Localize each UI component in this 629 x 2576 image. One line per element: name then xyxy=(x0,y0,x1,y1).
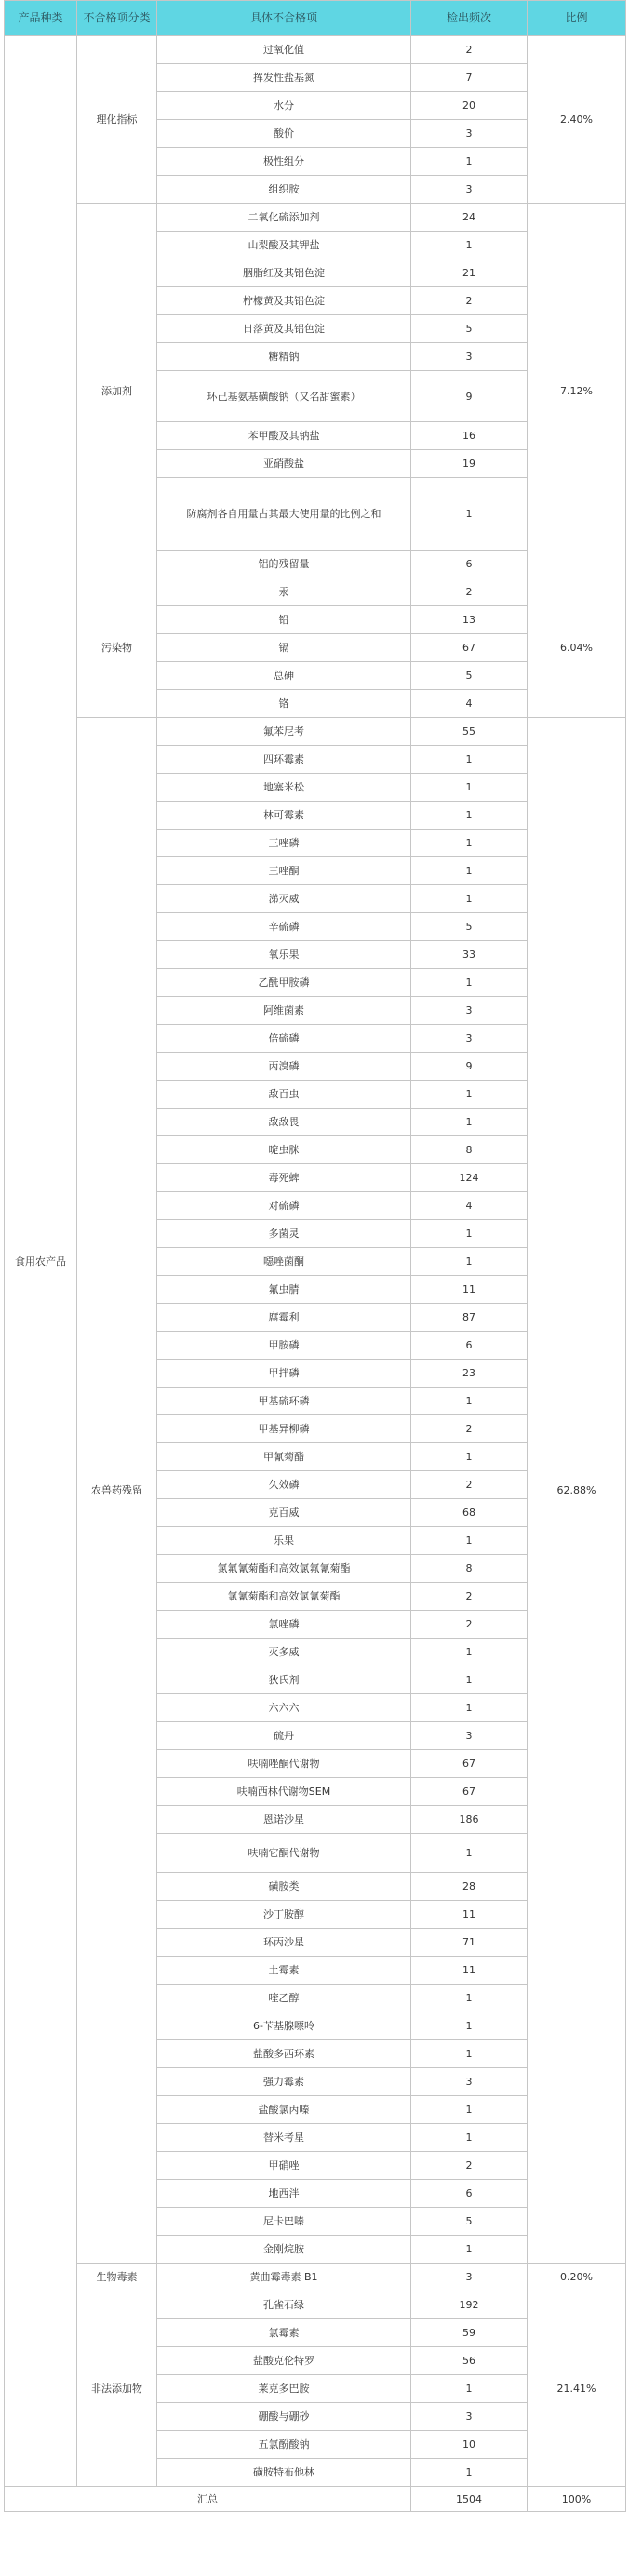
item-count-cell: 9 xyxy=(411,371,528,422)
item-name-cell: 地塞米松 xyxy=(157,774,411,802)
item-name-cell: 五氯酚酸钠 xyxy=(157,2431,411,2459)
item-name-cell: 替米考星 xyxy=(157,2124,411,2152)
item-name-cell: 林可霉素 xyxy=(157,802,411,830)
item-count-cell: 19 xyxy=(411,450,528,478)
item-name-cell: 尼卡巴嗪 xyxy=(157,2208,411,2236)
item-count-cell: 33 xyxy=(411,941,528,969)
item-name-cell: 呋喃它酮代谢物 xyxy=(157,1834,411,1873)
item-name-cell: 总砷 xyxy=(157,662,411,690)
ratio-cell: 2.40% xyxy=(528,36,626,204)
item-name-cell: 六六六 xyxy=(157,1694,411,1722)
item-count-cell: 71 xyxy=(411,1929,528,1957)
item-name-cell: 柠檬黄及其铝色淀 xyxy=(157,287,411,315)
ratio-cell: 7.12% xyxy=(528,204,626,578)
item-name-cell: 四环霉素 xyxy=(157,746,411,774)
category-cell: 农兽药残留 xyxy=(77,718,157,2264)
item-count-cell: 68 xyxy=(411,1499,528,1527)
item-name-cell: 土霉素 xyxy=(157,1957,411,1985)
item-name-cell: 三唑酮 xyxy=(157,857,411,885)
table-row xyxy=(5,204,626,232)
item-name-cell: 二氧化硫添加剂 xyxy=(157,204,411,232)
item-name-cell: 涕灭威 xyxy=(157,885,411,913)
item-count-cell: 55 xyxy=(411,718,528,746)
item-count-cell: 1 xyxy=(411,1109,528,1136)
item-count-cell: 1 xyxy=(411,1248,528,1276)
item-count-cell: 3 xyxy=(411,2403,528,2431)
item-count-cell: 1 xyxy=(411,1666,528,1694)
item-name-cell: 阿维菌素 xyxy=(157,997,411,1025)
item-count-cell: 6 xyxy=(411,2180,528,2208)
item-name-cell: 磺胺特布他林 xyxy=(157,2459,411,2487)
ratio-cell: 6.04% xyxy=(528,578,626,718)
header-count: 检出频次 xyxy=(411,1,528,36)
item-name-cell: 甲硝唑 xyxy=(157,2152,411,2180)
item-name-cell: 盐酸多西环素 xyxy=(157,2040,411,2068)
item-count-cell: 8 xyxy=(411,1136,528,1164)
header-item: 具体不合格项 xyxy=(157,1,411,36)
item-count-cell: 1 xyxy=(411,1527,528,1555)
item-name-cell: 克百威 xyxy=(157,1499,411,1527)
item-name-cell: 氯氟氰菊酯和高效氯氟氰菊酯 xyxy=(157,1555,411,1583)
item-count-cell: 9 xyxy=(411,1053,528,1081)
item-count-cell: 3 xyxy=(411,997,528,1025)
item-name-cell: 多菌灵 xyxy=(157,1220,411,1248)
item-count-cell: 3 xyxy=(411,1722,528,1750)
item-name-cell: 日落黄及其铝色淀 xyxy=(157,315,411,343)
category-cell: 生物毒素 xyxy=(77,2264,157,2291)
item-count-cell: 2 xyxy=(411,1583,528,1611)
item-name-cell: 氯霉素 xyxy=(157,2319,411,2347)
category-cell: 理化指标 xyxy=(77,36,157,204)
item-name-cell: 极性组分 xyxy=(157,148,411,176)
item-count-cell: 23 xyxy=(411,1360,528,1388)
item-name-cell: 腐霉利 xyxy=(157,1304,411,1332)
header-category: 不合格项分类 xyxy=(77,1,157,36)
item-count-cell: 1 xyxy=(411,1639,528,1666)
summary-label: 汇总 xyxy=(5,2487,411,2512)
item-count-cell: 5 xyxy=(411,315,528,343)
item-count-cell: 6 xyxy=(411,551,528,578)
item-name-cell: 金刚烷胺 xyxy=(157,2236,411,2264)
item-name-cell: 甲胺磷 xyxy=(157,1332,411,1360)
item-count-cell: 87 xyxy=(411,1304,528,1332)
item-count-cell: 1 xyxy=(411,2459,528,2487)
item-name-cell: 胭脂红及其铝色淀 xyxy=(157,259,411,287)
item-name-cell: 毒死蜱 xyxy=(157,1164,411,1192)
item-name-cell: 盐酸克伦特罗 xyxy=(157,2347,411,2375)
item-name-cell: 乙酰甲胺磷 xyxy=(157,969,411,997)
ratio-cell: 0.20% xyxy=(528,2264,626,2291)
item-count-cell: 2 xyxy=(411,2152,528,2180)
item-name-cell: 沙丁胺醇 xyxy=(157,1901,411,1929)
item-count-cell: 67 xyxy=(411,1750,528,1778)
item-count-cell: 1 xyxy=(411,2012,528,2040)
item-name-cell: 敌敌畏 xyxy=(157,1109,411,1136)
item-name-cell: 防腐剂各自用量占其最大使用量的比例之和 xyxy=(157,478,411,551)
table-row xyxy=(5,718,626,746)
item-count-cell: 3 xyxy=(411,2068,528,2096)
item-count-cell: 21 xyxy=(411,259,528,287)
item-count-cell: 11 xyxy=(411,1901,528,1929)
summary-ratio: 100% xyxy=(528,2487,626,2512)
item-name-cell: 硫丹 xyxy=(157,1722,411,1750)
item-count-cell: 8 xyxy=(411,1555,528,1583)
item-count-cell: 11 xyxy=(411,1957,528,1985)
item-count-cell: 6 xyxy=(411,1332,528,1360)
item-count-cell: 5 xyxy=(411,2208,528,2236)
summary-row xyxy=(5,2487,626,2512)
category-cell: 非法添加物 xyxy=(77,2291,157,2487)
item-count-cell: 2 xyxy=(411,287,528,315)
item-name-cell: 环丙沙星 xyxy=(157,1929,411,1957)
item-count-cell: 28 xyxy=(411,1873,528,1901)
item-count-cell: 2 xyxy=(411,36,528,64)
item-name-cell: 氯氰菊酯和高效氯氰菊酯 xyxy=(157,1583,411,1611)
item-count-cell: 186 xyxy=(411,1806,528,1834)
item-count-cell: 4 xyxy=(411,690,528,718)
item-count-cell: 13 xyxy=(411,606,528,634)
item-count-cell: 3 xyxy=(411,1025,528,1053)
item-name-cell: 孔雀石绿 xyxy=(157,2291,411,2319)
item-name-cell: 恩诺沙星 xyxy=(157,1806,411,1834)
item-name-cell: 酸价 xyxy=(157,120,411,148)
item-name-cell: 组织胺 xyxy=(157,176,411,204)
item-count-cell: 1 xyxy=(411,774,528,802)
item-name-cell: 狄氏剂 xyxy=(157,1666,411,1694)
item-name-cell: 噁唑菌酮 xyxy=(157,1248,411,1276)
item-count-cell: 5 xyxy=(411,913,528,941)
item-count-cell: 67 xyxy=(411,634,528,662)
item-count-cell: 1 xyxy=(411,2236,528,2264)
item-name-cell: 山梨酸及其钾盐 xyxy=(157,232,411,259)
item-name-cell: 呋喃西林代谢物SEM xyxy=(157,1778,411,1806)
summary-total: 1504 xyxy=(411,2487,528,2512)
item-count-cell: 1 xyxy=(411,830,528,857)
table-row xyxy=(5,578,626,606)
item-name-cell: 镉 xyxy=(157,634,411,662)
nonconformity-stats-table xyxy=(4,0,626,2512)
item-count-cell: 1 xyxy=(411,1985,528,2012)
item-count-cell: 192 xyxy=(411,2291,528,2319)
item-name-cell: 敌百虫 xyxy=(157,1081,411,1109)
item-name-cell: 环己基氨基磺酸钠（又名甜蜜素） xyxy=(157,371,411,422)
item-count-cell: 3 xyxy=(411,120,528,148)
item-name-cell: 磺胺类 xyxy=(157,1873,411,1901)
item-count-cell: 11 xyxy=(411,1276,528,1304)
item-count-cell: 7 xyxy=(411,64,528,92)
item-name-cell: 倍硫磷 xyxy=(157,1025,411,1053)
item-name-cell: 甲拌磷 xyxy=(157,1360,411,1388)
item-count-cell: 16 xyxy=(411,422,528,450)
item-name-cell: 辛硫磷 xyxy=(157,913,411,941)
ratio-cell: 62.88% xyxy=(528,718,626,2264)
item-count-cell: 1 xyxy=(411,857,528,885)
item-count-cell: 10 xyxy=(411,2431,528,2459)
item-count-cell: 2 xyxy=(411,1611,528,1639)
item-name-cell: 铝的残留量 xyxy=(157,551,411,578)
item-count-cell: 1 xyxy=(411,746,528,774)
header-product-type: 产品种类 xyxy=(5,1,77,36)
item-count-cell: 24 xyxy=(411,204,528,232)
item-count-cell: 1 xyxy=(411,2096,528,2124)
item-name-cell: 黄曲霉毒素 B1 xyxy=(157,2264,411,2291)
item-count-cell: 1 xyxy=(411,2040,528,2068)
category-cell: 污染物 xyxy=(77,578,157,718)
ratio-cell: 21.41% xyxy=(528,2291,626,2487)
item-count-cell: 1 xyxy=(411,2375,528,2403)
item-name-cell: 铬 xyxy=(157,690,411,718)
item-count-cell: 2 xyxy=(411,578,528,606)
item-count-cell: 56 xyxy=(411,2347,528,2375)
item-name-cell: 地西泮 xyxy=(157,2180,411,2208)
item-name-cell: 甲基异柳磷 xyxy=(157,1415,411,1443)
item-count-cell: 1 xyxy=(411,1081,528,1109)
item-name-cell: 铅 xyxy=(157,606,411,634)
item-count-cell: 3 xyxy=(411,2264,528,2291)
table-row xyxy=(5,2264,626,2291)
item-count-cell: 1 xyxy=(411,1443,528,1471)
item-count-cell: 1 xyxy=(411,1694,528,1722)
item-name-cell: 久效磷 xyxy=(157,1471,411,1499)
item-count-cell: 3 xyxy=(411,343,528,371)
item-name-cell: 呋喃唑酮代谢物 xyxy=(157,1750,411,1778)
item-name-cell: 氧乐果 xyxy=(157,941,411,969)
item-name-cell: 三唑磷 xyxy=(157,830,411,857)
item-count-cell: 1 xyxy=(411,232,528,259)
item-name-cell: 喹乙醇 xyxy=(157,1985,411,2012)
item-count-cell: 2 xyxy=(411,1415,528,1443)
item-name-cell: 盐酸氯丙嗪 xyxy=(157,2096,411,2124)
item-count-cell: 5 xyxy=(411,662,528,690)
item-count-cell: 3 xyxy=(411,176,528,204)
item-name-cell: 氟苯尼考 xyxy=(157,718,411,746)
item-count-cell: 1 xyxy=(411,478,528,551)
item-name-cell: 汞 xyxy=(157,578,411,606)
item-name-cell: 过氧化值 xyxy=(157,36,411,64)
item-count-cell: 4 xyxy=(411,1192,528,1220)
item-count-cell: 1 xyxy=(411,2124,528,2152)
item-count-cell: 1 xyxy=(411,1220,528,1248)
item-count-cell: 1 xyxy=(411,1388,528,1415)
item-count-cell: 1 xyxy=(411,802,528,830)
item-name-cell: 莱克多巴胺 xyxy=(157,2375,411,2403)
table-row xyxy=(5,2291,626,2319)
header-ratio: 比例 xyxy=(528,1,626,36)
item-name-cell: 啶虫脒 xyxy=(157,1136,411,1164)
table-row xyxy=(5,36,626,64)
item-count-cell: 1 xyxy=(411,1834,528,1873)
category-cell: 添加剂 xyxy=(77,204,157,578)
item-name-cell: 甲基硫环磷 xyxy=(157,1388,411,1415)
item-count-cell: 2 xyxy=(411,1471,528,1499)
item-count-cell: 59 xyxy=(411,2319,528,2347)
item-name-cell: 灭多威 xyxy=(157,1639,411,1666)
item-name-cell: 硼酸与硼砂 xyxy=(157,2403,411,2431)
item-name-cell: 糖精钠 xyxy=(157,343,411,371)
item-count-cell: 67 xyxy=(411,1778,528,1806)
item-name-cell: 乐果 xyxy=(157,1527,411,1555)
product-type-cell: 食用农产品 xyxy=(5,36,77,2487)
item-name-cell: 氯唑磷 xyxy=(157,1611,411,1639)
item-name-cell: 对硫磷 xyxy=(157,1192,411,1220)
item-name-cell: 挥发性盐基氮 xyxy=(157,64,411,92)
item-name-cell: 亚硝酸盐 xyxy=(157,450,411,478)
item-count-cell: 20 xyxy=(411,92,528,120)
item-name-cell: 丙溴磷 xyxy=(157,1053,411,1081)
item-count-cell: 124 xyxy=(411,1164,528,1192)
item-count-cell: 1 xyxy=(411,148,528,176)
item-name-cell: 苯甲酸及其钠盐 xyxy=(157,422,411,450)
item-count-cell: 1 xyxy=(411,969,528,997)
item-name-cell: 水分 xyxy=(157,92,411,120)
item-name-cell: 强力霉素 xyxy=(157,2068,411,2096)
item-name-cell: 甲氰菊酯 xyxy=(157,1443,411,1471)
table-header-row xyxy=(5,1,626,36)
item-count-cell: 1 xyxy=(411,885,528,913)
item-name-cell: 氟虫腈 xyxy=(157,1276,411,1304)
item-name-cell: 6-苄基腺嘌呤 xyxy=(157,2012,411,2040)
